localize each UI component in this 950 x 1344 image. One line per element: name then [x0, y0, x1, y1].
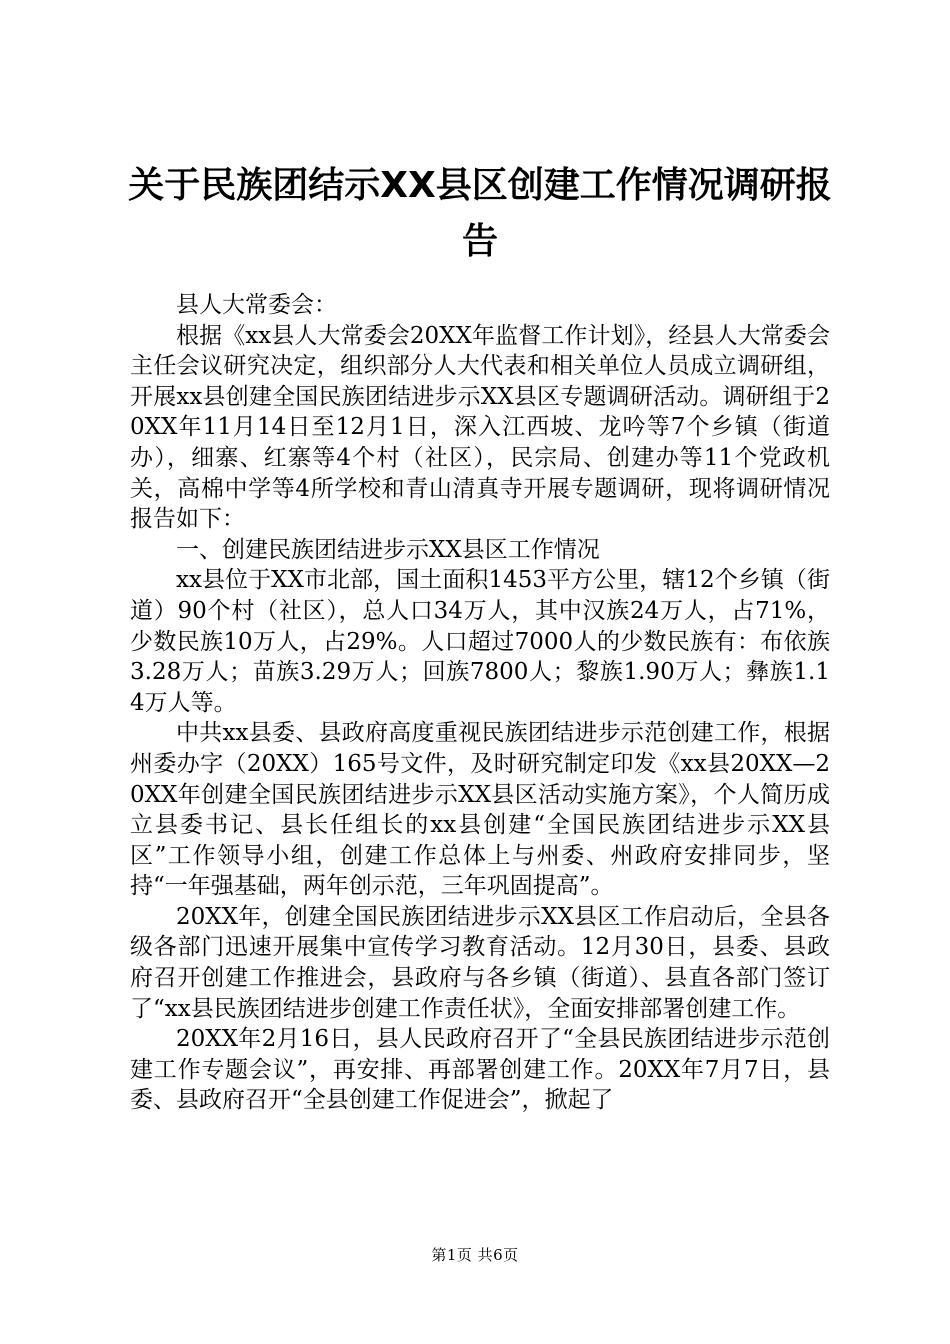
document-title-line-1: 关于民族团结示XX县区创建工作情况调研报 — [128, 165, 832, 206]
paragraph-leadership: 中共xx县委、县政府高度重视民族团结进步示范创建工作，根据州委办字（20XX）165号文件，及时研究制定印发《xx县20XX—20XX年创建全国民族团结进步示XX县区活动实施方案》，个人简历成立县委书记、县长任组长的xx县创建“全国民族团结进步示XX县区”工作领导小组，创建工作总体上与州委、州政府安排同步，坚持“一年强基础，两年创示范，三年巩固提高”。 — [130, 720, 830, 900]
page-footer: 第1页 共6页 — [431, 1246, 519, 1264]
paragraph-intro: 根据《xx县人大常委会20XX年监督工作计划》，经县人大常委会主任会议研究决定，组织部分人大代表和相关单位人员成立调研组，开展xx县创建全国民族团结进步示XX县区专题调研活动。调研组于20XX年11月14日至12月1日，深入江西坡、龙吟等7个乡镇（街道办），细寨、红寨等4个村（社区），民宗局、创建办等11个党政机关，高棉中学等4所学校和青山清真寺开展专题调研，现将调研情况报告如下： — [130, 322, 830, 533]
document-body — [130, 290, 830, 1116]
paragraph-launch: 20XX年，创建全国民族团结进步示XX县区工作启动后，全县各级各部门迅速开展集中宣传学习教育活动。12月30日，县委、县政府召开创建工作推进会，县政府与各乡镇（街道）、县直各部门签订了“xx县民族团结进步创建工作责任状》，全面安排部署创建工作。 — [130, 903, 830, 1022]
section-heading-1: 一、创建民族团结进步示XX县区工作情况 — [176, 536, 600, 563]
paragraph-county-overview: xx县位于XX市北部，国土面积1453平方公里，辖12个乡镇（街道）90个村（社区），总人口34万人，其中汉族24万人，占71%，少数民族10万人，占29%。人口超过7000人的少数民族有：布依族3.28万人；苗族3.29万人；回族7800人；黎族1.90万人；彝族1.14万人等。 — [130, 567, 830, 716]
paragraph-meetings: 20XX年2月16日，县人民政府召开了“全县民族团结进步示范创建工作专题会议”，再安排、再部署创建工作。20XX年7月7日，县委、县政府召开“全县创建工作促进会”，掀起了 — [130, 1026, 830, 1114]
document-title-line-2: 告 — [461, 221, 498, 262]
salutation: 县人大常委会： — [176, 292, 337, 318]
